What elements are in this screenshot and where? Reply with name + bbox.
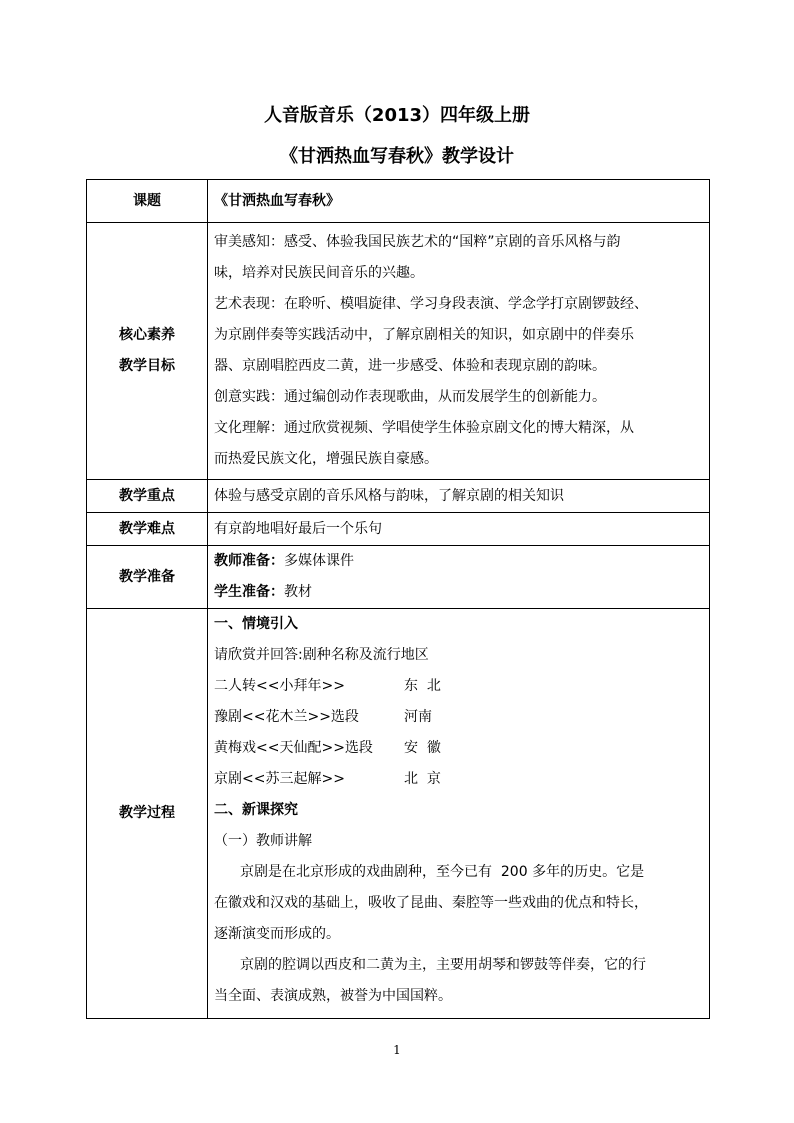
objective-line: 文化理解：通过欣赏视频、学唱使学生体验京剧文化的博大精深，从 [214,420,634,436]
subsection-heading: （一）教师讲解 [214,833,312,849]
table-row-focus [87,480,710,513]
paragraph-line: 京剧的腔调以西皮和二黄为主，主要用胡琴和锣鼓等伴奏，它的行 [240,957,646,973]
opera-name: 豫剧<<花木兰>>选段 [214,709,359,725]
student-preparation: 学生准备：教材 [214,584,312,600]
teacher-preparation: 教师准备：多媒体课件 [214,553,354,569]
focus-label: 教学重点 [87,480,208,513]
section-heading: 二、新课探究 [214,802,298,818]
paragraph-line: 在徽戏和汉戏的基础上，吸收了昆曲、秦腔等一些戏曲的优点和特长， [214,895,648,911]
document-subtitle: 《甘洒热血写春秋》教学设计 [280,146,514,167]
process-content [208,609,710,1019]
objectives-content [208,223,710,480]
opera-region: 北 京 [404,771,441,787]
section-heading: 一、情境引入 [214,616,298,632]
focus-value: 体验与感受京剧的音乐风格与韵味，了解京剧的相关知识 [214,487,564,504]
opera-region: 河南 [404,709,432,725]
prompt-text: 请欣赏并回答:剧种名称及流行地区 [214,647,429,663]
objective-line: 味，培养对民族民间音乐的兴趣。 [214,265,424,281]
opera-row [214,702,703,733]
opera-row [214,764,703,795]
objective-line: 创意实践：通过编创动作表现歌曲，从而发展学生的创新能力。 [214,389,606,405]
table-row-topic [87,180,710,223]
objective-line: 而热爱民族文化，增强民族自豪感。 [214,451,438,467]
table-row-objectives [87,223,710,480]
objective-line: 器、京剧唱腔西皮二黄，进一步感受、体验和表现京剧的韵味。 [214,358,606,374]
difficulty-label: 教学难点 [87,513,208,546]
paragraph-line: 京剧是在北京形成的戏曲剧种，至今已有 200 多年的历史。它是 [240,864,645,880]
preparation-content [208,546,710,609]
paragraph-line: 当全面、表演成熟，被誉为中国国粹。 [214,988,452,1004]
topic-label: 课题 [87,180,208,223]
paragraph-line: 逐渐演变而形成的。 [214,926,340,942]
opera-row [214,671,703,702]
table-row-preparation [87,546,710,609]
objectives-label-line1: 核心素养 [119,327,175,343]
objective-line: 为京剧伴奏等实践活动中，了解京剧相关的知识，如京剧中的伴奏乐 [214,327,634,343]
objective-line: 艺术表现：在聆听、模唱旋律、学习身段表演、学念学打京剧锣鼓经、 [214,296,648,312]
opera-name: 黄梅戏<<天仙配>>选段 [214,740,373,756]
preparation-label: 教学准备 [87,546,208,609]
difficulty-value: 有京韵地唱好最后一个乐句 [214,520,382,537]
process-label: 教学过程 [87,609,208,1019]
page-number: 1 [393,1043,401,1057]
opera-name: 京剧<<苏三起解>> [214,771,345,787]
opera-region: 安 徽 [404,740,441,756]
opera-region: 东 北 [404,678,441,694]
objective-line: 审美感知：感受、体验我国民族艺术的“国粹”京剧的音乐风格与韵 [214,234,621,250]
lesson-plan-table [86,179,710,1019]
table-row-process [87,609,710,1019]
document-title: 人音版音乐（2013）四年级上册 [263,105,531,126]
objectives-label [87,223,208,480]
opera-name: 二人转<<小拜年>> [214,678,345,694]
table-row-difficulty [87,513,710,546]
objectives-label-line2: 教学目标 [119,358,175,374]
topic-value: 《甘洒热血写春秋》 [214,192,340,209]
opera-row [214,733,703,764]
